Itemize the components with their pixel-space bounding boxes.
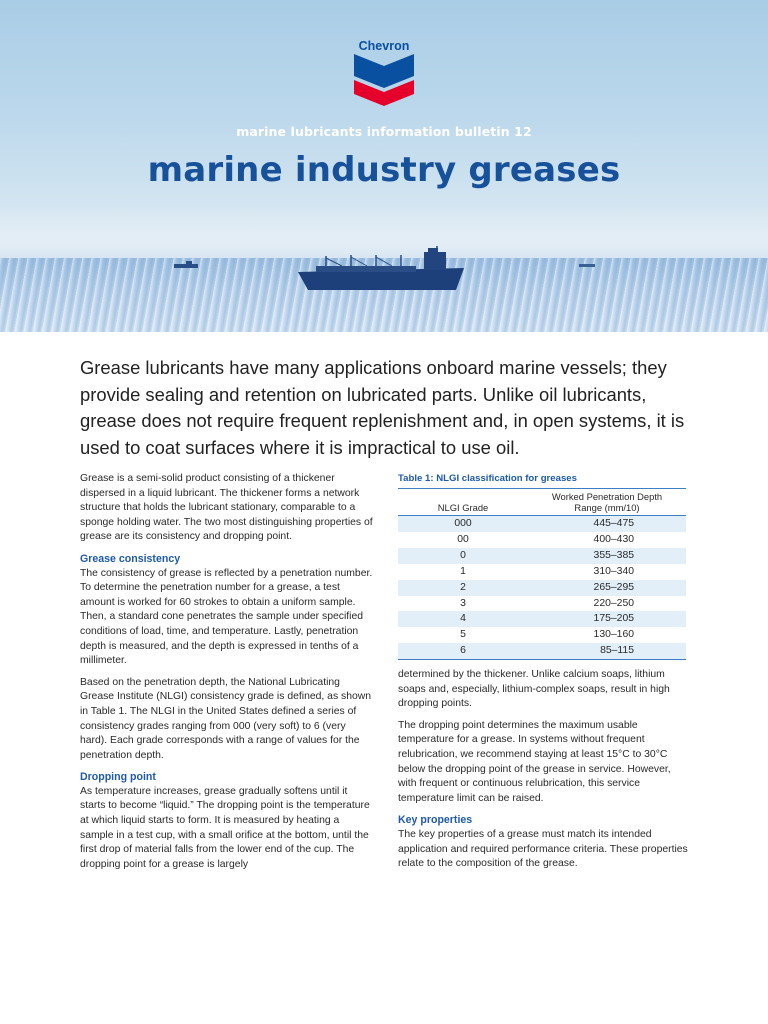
table-caption: Table 1: NLGI classification for greases <box>398 473 577 484</box>
chevron-emblem-icon <box>354 54 414 106</box>
page-title: marine industry greases <box>147 150 621 190</box>
table-row <box>398 516 686 532</box>
range-cell: 265–295 <box>528 580 686 596</box>
table-row <box>398 548 686 564</box>
chevron-logo-word: Chevron <box>358 39 410 53</box>
paragraph-key-properties: The key properties of a grease must match its intended application and required performance criteria. These properties relate to the composition of the grease. <box>398 828 688 870</box>
column-header-grade: NLGI Grade <box>398 489 528 516</box>
range-cell: 445–475 <box>528 516 686 532</box>
grade-cell: 0 <box>398 548 528 564</box>
range-cell: 130–160 <box>593 629 634 641</box>
heading-dropping-point: Dropping point <box>80 771 156 784</box>
grade-cell: 1 <box>460 565 466 577</box>
table-row <box>398 564 686 580</box>
table-row <box>398 643 686 659</box>
cargo-ship <box>296 246 466 292</box>
table-row <box>398 532 686 548</box>
intro-paragraph: Grease lubricants have many applications onboard marine vessels; they provide sealing and retention on lubricated parts. Unlike oil lubricants, grease does not require frequent replenishment and, in open systems, it is used to coat surfaces where it is impractical to use oil. <box>80 357 685 458</box>
table-header-row <box>398 489 686 516</box>
heading-grease-consistency: Grease consistency <box>80 552 181 565</box>
table-row <box>398 627 686 643</box>
distant-ship-right <box>578 262 596 268</box>
paragraph-dropping-point-cont: determined by the thickener. Unlike calcium soaps, lithium soaps and, especially, lithium-complex soaps, result in high dropping points. <box>398 669 670 710</box>
hero-banner <box>0 0 768 332</box>
paragraph-penetration-number: The consistency of grease is reflected by a penetration number. To determine the penetration number for a grease, a test amount is worked for 60 strokes to obtain a uniform sample. Then, a standard cone penetrates the sample under specified conditions of load, time, and temperature. Lastly, penetration depth is measured, and the depth is expressed in tenths of a millimeter. <box>80 567 373 667</box>
grade-cell: 3 <box>460 597 466 609</box>
nlgi-table <box>398 488 686 660</box>
column-header-range: Worked Penetration Depth Range (mm/10) <box>528 489 686 516</box>
range-cell: 400–430 <box>593 533 634 545</box>
paragraph-usable-temperature: The dropping point determines the maximum usable temperature for a grease. In systems without frequent relubrication, we recommend staying at least 15°C to 30°C below the dropping point of the grease in service. However, with frequent or continuous relubrication, this service temperature limit can be raised. <box>398 719 671 804</box>
table-row <box>398 611 686 627</box>
table-row <box>398 580 686 596</box>
heading-key-properties: Key properties <box>398 814 473 827</box>
grade-cell: 00 <box>457 533 469 545</box>
range-cell: 310–340 <box>593 565 634 577</box>
table-row <box>398 596 686 612</box>
right-column <box>398 668 690 879</box>
chevron-logo <box>352 39 416 107</box>
grade-cell: 000 <box>398 516 528 532</box>
paragraph-dropping-point: As temperature increases, grease gradually softens until it starts to become “liquid.” The dropping point is the temperature at which liquid starts to form. It is measured by heating a sample in a test cup, with a small orifice at the bottom, until the first drop of material falls from the lower end of the cup. The dropping point for a grease is largely <box>80 785 370 870</box>
grade-cell: 4 <box>398 611 528 627</box>
paragraph-grease-definition: Grease is a semi-solid product consisting of a thickener dispersed in a liquid lubricant. The thickener forms a network structure that holds the lubricant stationary, comparable to a sponge holding water. The two most distinguishing properties of grease are its consistency and dropping point. <box>80 473 373 543</box>
distant-ship-left <box>172 261 200 269</box>
range-cell: 355–385 <box>528 548 686 564</box>
grade-cell: 6 <box>398 643 528 659</box>
range-cell: 220–250 <box>593 597 634 609</box>
range-cell: 85–115 <box>528 643 686 659</box>
paragraph-nlgi-grades: Based on the penetration depth, the National Lubricating Grease Institute (NLGI) consistency grade is defined, as shown in Table 1. The NLGI in the United States defined a series of consistency grades ranging from 000 (very soft) to 6 (very hard). Each grade corresponds with a range of values for the penetration depth. <box>80 676 372 761</box>
range-cell: 175–205 <box>528 611 686 627</box>
grade-cell: 5 <box>460 629 466 641</box>
grade-cell: 2 <box>398 580 528 596</box>
left-column <box>80 472 375 879</box>
bulletin-subtitle: marine lubricants information bulletin 12 <box>236 124 532 139</box>
